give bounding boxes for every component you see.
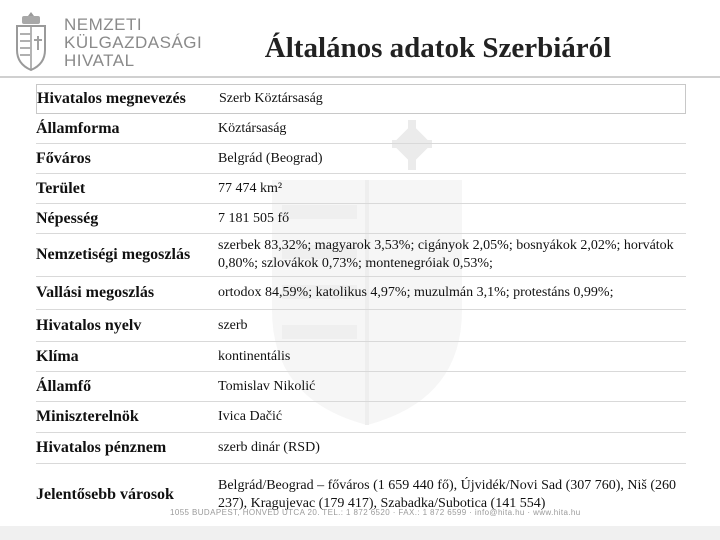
row-value: szerb [218, 317, 248, 333]
row-label: Jelentősebb városok [36, 486, 174, 503]
row-value: kontinentális [218, 348, 291, 364]
row-value: Köztársaság [218, 120, 287, 136]
row-label: Terület [36, 179, 86, 197]
bottom-bar [0, 526, 720, 540]
table-row [36, 204, 686, 234]
row-label: Hivatalos megnevezés [37, 90, 186, 107]
row-label: Vallási megoszlás [36, 284, 155, 301]
row-label: Népesség [36, 209, 99, 227]
row-label: Főváros [36, 149, 91, 167]
row-value: 77 474 km² [218, 180, 283, 196]
row-value: Tomislav Nikolić [218, 378, 316, 394]
hungarian-crest-icon [12, 8, 50, 74]
table-row [36, 114, 686, 144]
table-row [36, 144, 686, 174]
title-divider [0, 76, 720, 78]
table-row [36, 310, 686, 342]
row-label: Államforma [36, 119, 120, 137]
table-row [36, 342, 686, 372]
data-table [36, 84, 686, 526]
table-row [36, 234, 686, 277]
table-row [36, 402, 686, 433]
table-row [36, 433, 686, 464]
row-value: ortodox 84,59%; katolikus 4,97%; muzulmán 3,1%; protestáns 0,99%; [218, 285, 614, 300]
row-value: Belgrád/Beograd – főváros (1 659 440 fő), Újvidék/Novi Sad (307 760), Niš (260 237), Kragujevac (179 417), Szabadka/Subotica (141 554) [218, 478, 677, 511]
row-label: Hivatalos nyelv [36, 316, 142, 334]
logo-wordmark [64, 16, 202, 70]
row-value: 7 181 505 fő [218, 210, 290, 226]
hita-logo [8, 6, 208, 78]
table-row [36, 277, 686, 310]
row-value: Ivica Dačić [218, 409, 283, 424]
logo-line: NEMZETI [64, 15, 143, 34]
table-row [36, 84, 686, 114]
table-row [36, 174, 686, 204]
logo-line: KÜLGAZDASÁGI [64, 33, 203, 52]
row-label: Miniszterelnök [36, 408, 139, 425]
row-value: szerb dinár (RSD) [218, 440, 320, 455]
row-label: Klíma [36, 347, 79, 365]
row-label: Hivatalos pénznem [36, 439, 167, 456]
row-value: Szerb Köztársaság [219, 91, 323, 106]
footer-address: 1055 BUDAPEST, HONVÉD UTCA 20. TEL.: 1 872 6520 · FAX.: 1 872 6599 · info@hita.hu · www.hita.hu [170, 508, 581, 517]
table-row [36, 372, 686, 402]
row-value: Belgrád (Beograd) [218, 150, 323, 166]
row-label: Államfő [36, 377, 92, 395]
logo-line: HIVATAL [64, 51, 135, 70]
page-title: Általános adatok Szerbiáról [264, 32, 612, 64]
row-label: Nemzetiségi megoszlás [36, 246, 191, 263]
row-value: szerbek 83,32%; magyarok 3,53%; cigányok 2,05%; bosnyákok 2,02%; horvátok 0,80%; szlovákok 0,73%; montenegróiak 0,53%; [218, 238, 674, 271]
